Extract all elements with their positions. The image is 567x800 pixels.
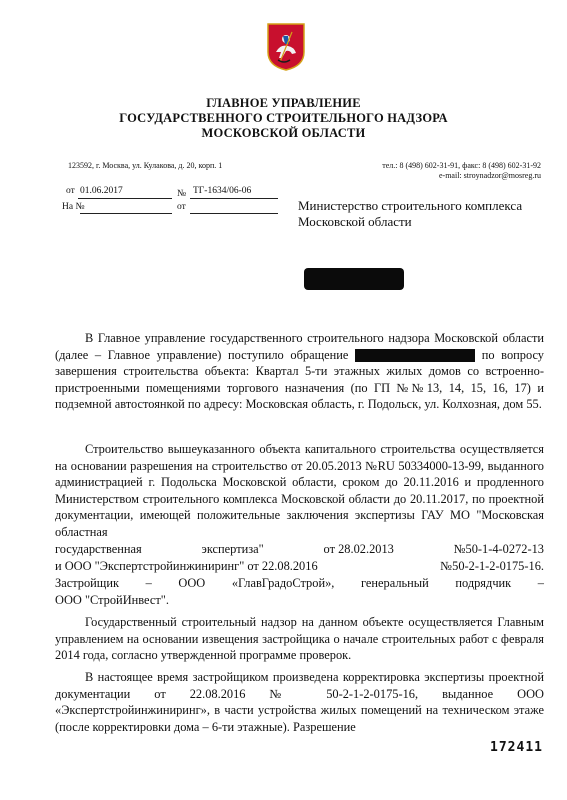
number-underline [190, 198, 278, 199]
agency-title-line-1: ГЛАВНОЕ УПРАВЛЕНИЕ [206, 96, 361, 110]
date-label: от [66, 186, 75, 196]
paragraph-4-text: В настоящее время застройщиком произведена корректировка экспертизы проектной документации от 22.08.2016 № 50-2-1-2-0175-16, выданное ООО «Экспертстройинжиниринг», в части устройства жилых помещений на техническом этаже (после корректировки дома – 6-ти этажные). Разрешение [55, 670, 544, 734]
document-date: 01.06.2017 [80, 186, 123, 196]
agency-address: 123592, г. Москва, ул. Кулакова, д. 20, корп. 1 [68, 161, 223, 170]
dash-2: – [537, 576, 544, 590]
agency-email: e-mail: stroynadzor@mosreg.ru [438, 171, 541, 180]
date-underline [78, 198, 172, 199]
paragraph-1-continuation: по вопросу завершения строительства объекта: Квартал 5-ти этажных жилых домов со встроенно-пристроенными помещениями торгового назначения (по ГП №№13, 14, 15, 16, 17) и подземной автостоянкой по адресу: Московская область, г. Подольск, ул. Колхозная, дом 55. [55, 347, 544, 412]
agency-title-line-2: ГОСУДАРСТВЕННОГО СТРОИТЕЛЬНОГО НАДЗОРА [119, 111, 448, 125]
document-stamp-number: 172411 [490, 740, 543, 755]
addressee-line-2: Московской области [298, 214, 412, 229]
general-label: генеральный [360, 576, 429, 590]
reference-number-label: На № [62, 202, 85, 212]
paragraph-1-lead: В Главное управление государственного строительного надзора Московской области (далее – Главное управление) поступило обращение [55, 331, 544, 362]
developer-name: «ГлавГрадоСтрой», [231, 576, 335, 590]
redacted-applicant-name [355, 349, 475, 362]
expertise-company-2: и ООО "Экспертстройинжиниринг" от 22.08.2016 [55, 559, 318, 573]
expertise-number-2: №50-2-1-2-0175-16. [440, 559, 544, 573]
expertise-word-1: государственная [55, 542, 142, 556]
agency-phone-fax: тел.: 8 (498) 602-31-91, факс: 8 (498) 602-31-92 [382, 161, 541, 170]
reference-date-label: от [177, 202, 186, 212]
ooo-label: ООО [178, 576, 206, 590]
paragraph-1-first-lines [55, 330, 544, 412]
paragraph-2-row-2 [55, 558, 544, 575]
contractor-label: подрядчик [455, 576, 512, 590]
addressee-line-1: Министерство строительного комплекса [298, 198, 523, 213]
expertise-date-1: от 28.02.2013 [323, 542, 394, 556]
moscow-coat-of-arms-icon [266, 22, 306, 72]
document-number: ТГ-1634/06-06 [193, 186, 252, 196]
paragraph-3-text: Государственный строительный надзор на данном объекте осуществляется Главным управлением на основании извещения застройщика о начале строительных работ с февраля 2014 года, согласно утвержденной программе проверок. [55, 615, 544, 663]
dash-1: – [145, 576, 152, 590]
reference-number-underline [80, 213, 172, 214]
paragraph-1-text [55, 330, 544, 413]
number-label: № [177, 189, 187, 199]
paragraph-2-text: Строительство вышеуказанного объекта капитального строительства осуществляется на основании разрешения на строительство от 20.05.2013 №RU 50334000-13-99, выданного администрацией г. Подольска Московской области, сроком до 20.11.2016 и продленного Министерством строительного комплекса Московской области до 20.11.2017, по проектной документации, имеющей положительные заключения экспертизы ГАУ МО "Московская областная [55, 442, 544, 539]
redacted-recipient-name [304, 268, 404, 290]
contractor-name: ООО "СтройИнвест". [55, 593, 169, 607]
agency-title-line-3: МОСКОВСКОЙ ОБЛАСТИ [201, 126, 366, 140]
expertise-word-2: экспертиза" [201, 542, 264, 556]
reference-date-underline [190, 213, 278, 214]
paragraph-2-row-3 [55, 575, 544, 592]
developer-label: Застройщик [55, 576, 119, 590]
paragraph-2-row-1 [55, 541, 544, 558]
expertise-number-1: №50-1-4-0272-13 [453, 542, 544, 556]
